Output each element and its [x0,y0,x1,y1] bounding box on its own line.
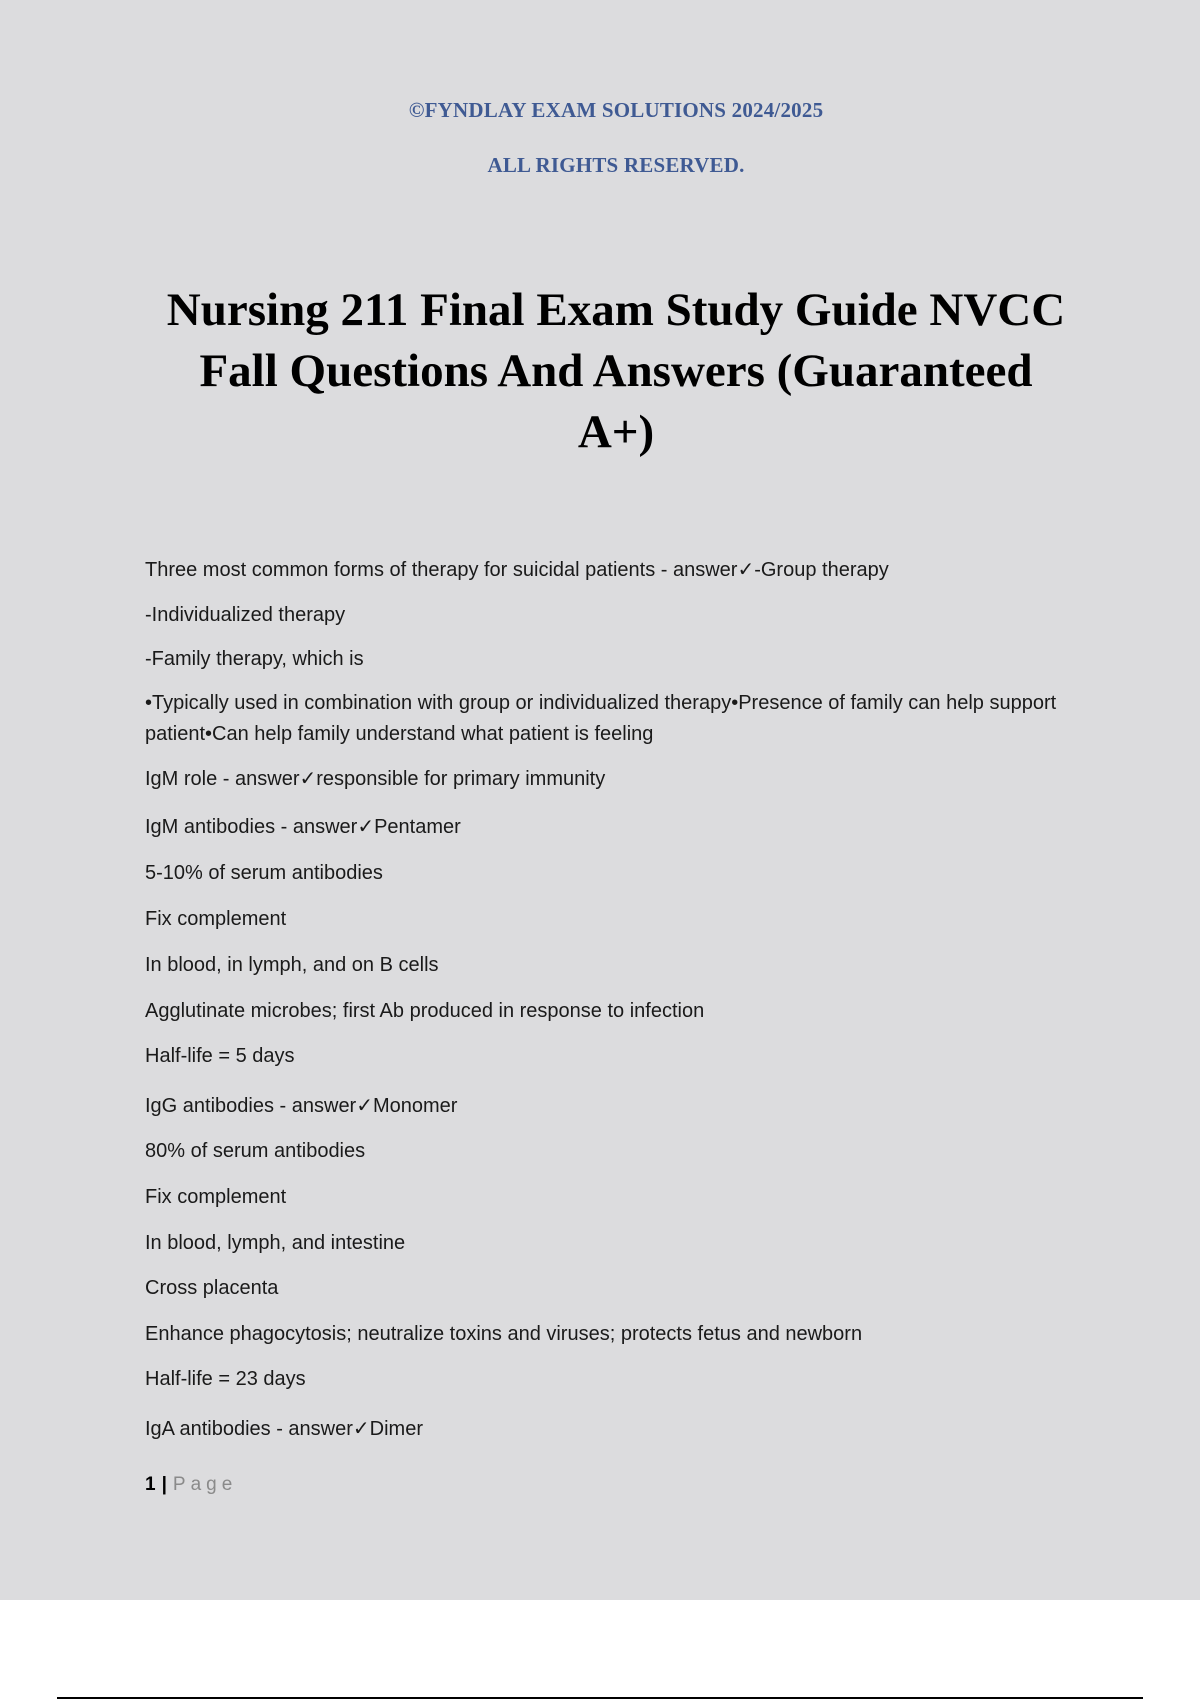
text-line: -Individualized therapy [145,604,346,626]
text-line: Fix complement [145,1186,287,1208]
text-line: Enhance phagocytosis; neutralize toxins and viruses; protects fetus and newborn [145,1323,863,1345]
text-line: IgM antibodies - answer✓Pentamer [145,816,461,838]
title-line-1: Nursing 211 Final Exam Study Guide NVCC [166,284,1066,336]
text-line: IgM role - answer✓responsible for primary immunity [145,768,606,790]
text-line: Half-life = 5 days [145,1045,295,1067]
title-line-2: Fall Questions And Answers (Guaranteed [199,345,1033,397]
text-line: In blood, in lymph, and on B cells [145,954,439,976]
title-line-3: A+) [577,406,655,458]
copyright-notice: ©FYNDLAY EXAM SOLUTIONS 2024/2025 [408,98,824,122]
text-line: Cross placenta [145,1277,279,1299]
text-line: -Family therapy, which is [145,648,364,670]
rights-reserved-notice: ALL RIGHTS RESERVED. [487,153,745,177]
text-line: Fix complement [145,908,287,930]
document-title [120,280,1112,463]
text-line: IgA antibodies - answer✓Dimer [145,1418,423,1440]
text-line: Half-life = 23 days [145,1368,306,1390]
text-line: IgG antibodies - answer✓Monomer [145,1095,458,1117]
bottom-rule-divider [57,1697,1143,1699]
text-line: •Typically used in combination with group or individualized therapy•Presence of family can help support patient•Can help family understand what patient is feeling [145,692,1057,745]
text-line: Agglutinate microbes; first Ab produced in response to infection [145,1000,705,1022]
page-footer [145,1474,237,1496]
page-label: Page [172,1474,238,1495]
page-number: 1 [145,1474,156,1495]
text-line: 5-10% of serum antibodies [145,862,383,884]
text-line: Three most common forms of therapy for suicidal patients - answer✓-Group therapy [145,559,889,581]
text-line: In blood, lymph, and intestine [145,1232,406,1254]
text-line: 80% of serum antibodies [145,1140,366,1162]
study-guide-content [145,555,1095,1445]
footer-separator: | [161,1474,167,1495]
